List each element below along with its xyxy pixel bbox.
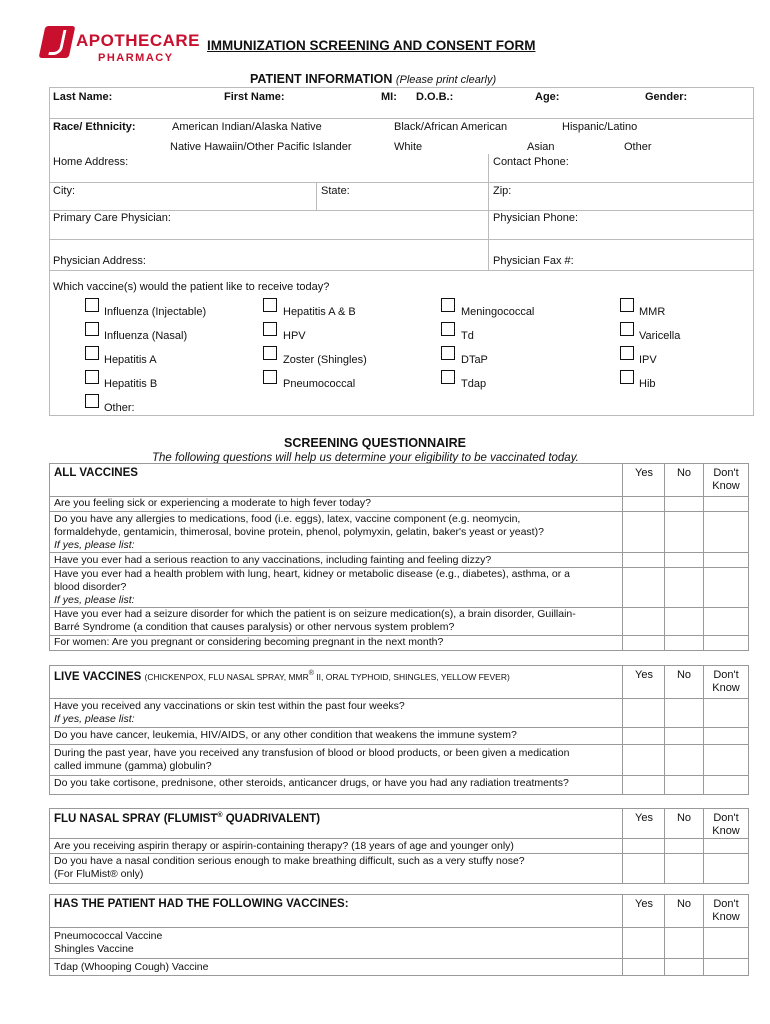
vaccine-checkbox[interactable] (620, 346, 634, 360)
dont-know-col: Don't Know (712, 812, 740, 837)
flu-nasal-title: FLU NASAL SPRAY (FLUMIST® QUADRIVALENT) (54, 812, 321, 825)
vaccine-label: Hepatitis A & B (283, 306, 356, 318)
yes-col: Yes (635, 669, 653, 681)
vaccine-checkbox[interactable] (441, 370, 455, 384)
vaccine-label: Influenza (Injectable) (104, 306, 207, 318)
ethnicity-option[interactable]: American Indian/Alaska Native (172, 121, 322, 133)
vaccine-label: Tdap (461, 378, 487, 390)
ethnicity-option[interactable]: Other (624, 141, 652, 153)
question: Do you have any allergies to medications, food (i.e. eggs), latex, vaccine component (e.g. neomycin, formaldehyde, gentamicin, thimerosal, bovine protein, phenol, polymyxin, gelatin, baker's yeast or yeast)? If yes, please list: (54, 513, 544, 551)
patient-info-heading: PATIENT INFORMATION (Please print clearly) (250, 72, 497, 86)
vaccine-label: Hepatitis B (104, 378, 158, 390)
question: During the past year, have you received any transfusion of blood or blood products, or been given a medication called immune (gamma) globulin? (54, 747, 570, 772)
question: Are you feeling sick or experiencing a moderate to high fever today? (54, 497, 371, 509)
gender-label: Gender: (645, 91, 688, 103)
all-vaccines-title: ALL VACCINES (54, 467, 138, 479)
screening-heading: SCREENING QUESTIONNAIRE (284, 436, 466, 450)
vaccine-checkbox[interactable] (441, 346, 455, 360)
vaccine-checkbox[interactable] (620, 370, 634, 384)
zip-label: Zip: (493, 185, 512, 197)
question: Do you have a nasal condition serious enough to make breathing difficult, such as a very stuffy nose? (For FluMist® only) (54, 855, 525, 880)
first-name-label: First Name: (224, 91, 285, 103)
no-col: No (676, 812, 692, 824)
no-col: No (676, 669, 692, 681)
question: Pneumococcal Vaccine (54, 930, 163, 942)
age-label: Age: (535, 91, 560, 103)
vaccine-checkbox[interactable] (85, 346, 99, 360)
vaccine-checkbox[interactable] (620, 322, 634, 336)
city-label: City: (53, 185, 75, 197)
question: Have you ever had a health problem with lung, heart, kidney or metabolic disease (e.g., diabetes), asthma, or a blood disorder? If yes, please list: (54, 568, 570, 606)
question: Do you take cortisone, prednisone, other steroids, anticancer drugs, or have you had any radiation treatments? (54, 777, 569, 789)
vaccine-label: Hepatitis A (104, 354, 157, 366)
vaccine-label: Td (461, 330, 474, 342)
vaccine-checkbox[interactable] (263, 346, 277, 360)
yes-col: Yes (635, 467, 653, 479)
question: Have you received any vaccinations or skin test within the past four weeks? If yes, please list: (54, 700, 405, 725)
no-col: No (676, 467, 692, 479)
mi-label: MI: (381, 91, 397, 103)
dont-know-col: Don't Know (712, 898, 740, 923)
other-label: Other: (104, 402, 135, 414)
ethnicity-option[interactable]: Asian (527, 141, 555, 153)
pcp-label: Primary Care Physician: (53, 212, 171, 224)
question: For women: Are you pregnant or considering becoming pregnant in the next month? (54, 636, 444, 648)
yes-col: Yes (635, 812, 653, 824)
question: Do you have cancer, leukemia, HIV/AIDS, or any other condition that weakens the immune system? (54, 729, 517, 741)
screening-subtitle: The following questions will help us determine your eligibility to be vaccinated today. (152, 452, 579, 464)
last-name-label: Last Name: (53, 91, 113, 103)
vaccine-checkbox[interactable] (85, 298, 99, 312)
question: Have you ever had a serious reaction to any vaccinations, including fainting and feeling dizzy? (54, 554, 492, 566)
ethnicity-option[interactable]: Hispanic/Latino (562, 121, 638, 133)
question: Shingles Vaccine (54, 943, 134, 955)
vaccine-checkbox[interactable] (85, 322, 99, 336)
dont-know-col: Don't Know (712, 669, 740, 694)
live-vaccines-title: LIVE VACCINES (CHICKENPOX, FLU NASAL SPRAY, MMR® II, ORAL TYPHOID, SHINGLES, YELLOW FEVER) (54, 670, 510, 683)
logo-sub: PHARMACY (98, 52, 174, 64)
vaccine-checkbox[interactable] (441, 322, 455, 336)
logo-brand: APOTHECARE (76, 31, 201, 50)
yes-col: Yes (635, 898, 653, 910)
vaccine-label: DTaP (461, 354, 488, 366)
dob-label: D.O.B.: (416, 91, 454, 103)
logo-mark-icon (39, 26, 76, 58)
question: Are you receiving aspirin therapy or aspirin-containing therapy? (18 years of age and younger only) (54, 840, 514, 852)
vaccine-label: IPV (639, 354, 657, 366)
vaccine-label: Influenza (Nasal) (104, 330, 188, 342)
form-title: IMMUNIZATION SCREENING AND CONSENT FORM (207, 38, 536, 53)
vaccine-label: Pneumococcal (283, 378, 356, 390)
patient-info-box (49, 87, 754, 416)
vaccine-checkbox[interactable] (441, 298, 455, 312)
vaccine-label: Meningococcal (461, 306, 535, 318)
patient-info-note: (Please print clearly) (395, 74, 497, 86)
vaccine-checkbox[interactable] (85, 370, 99, 384)
vaccine-checkbox[interactable] (263, 370, 277, 384)
dont-know-col: Don't Know (712, 467, 740, 492)
question: Tdap (Whooping Cough) Vaccine (54, 961, 209, 973)
vaccine-label: Hib (639, 378, 656, 390)
ethnicity-option[interactable]: White (394, 141, 423, 153)
prior-vaccines-title: HAS THE PATIENT HAD THE FOLLOWING VACCINES: (54, 898, 349, 910)
question: Have you ever had a seizure disorder for which the patient is on seizure medication(s), a brain disorder, Guillain- Barré Syndrome (a condition that causes paralysis) or other nervous system problem? (54, 608, 576, 633)
race-label: Race/ Ethnicity: (53, 121, 136, 133)
no-col: No (676, 898, 692, 910)
home-address-label: Home Address: (53, 156, 129, 168)
ethnicity-option[interactable]: Native Hawaiin/Other Pacific Islander (170, 141, 352, 153)
vaccine-checkbox[interactable] (263, 322, 277, 336)
ethnicity-option[interactable]: Black/African American (394, 121, 508, 133)
physician-fax-label: Physician Fax #: (493, 255, 574, 267)
vaccine-checkbox[interactable] (263, 298, 277, 312)
vaccine-checkbox[interactable] (620, 298, 634, 312)
vaccine-label: Zoster (Shingles) (283, 354, 367, 366)
contact-phone-label: Contact Phone: (493, 156, 569, 168)
physician-phone-label: Physician Phone: (493, 212, 578, 224)
state-label: State: (321, 185, 350, 197)
vaccine-label: HPV (283, 330, 306, 342)
vaccine-label: MMR (639, 306, 666, 318)
vaccine-label: Varicella (639, 330, 681, 342)
physician-address-label: Physician Address: (53, 255, 146, 267)
vaccine-question: Which vaccine(s) would the patient like to receive today? (53, 281, 330, 293)
other-checkbox[interactable] (85, 394, 99, 408)
